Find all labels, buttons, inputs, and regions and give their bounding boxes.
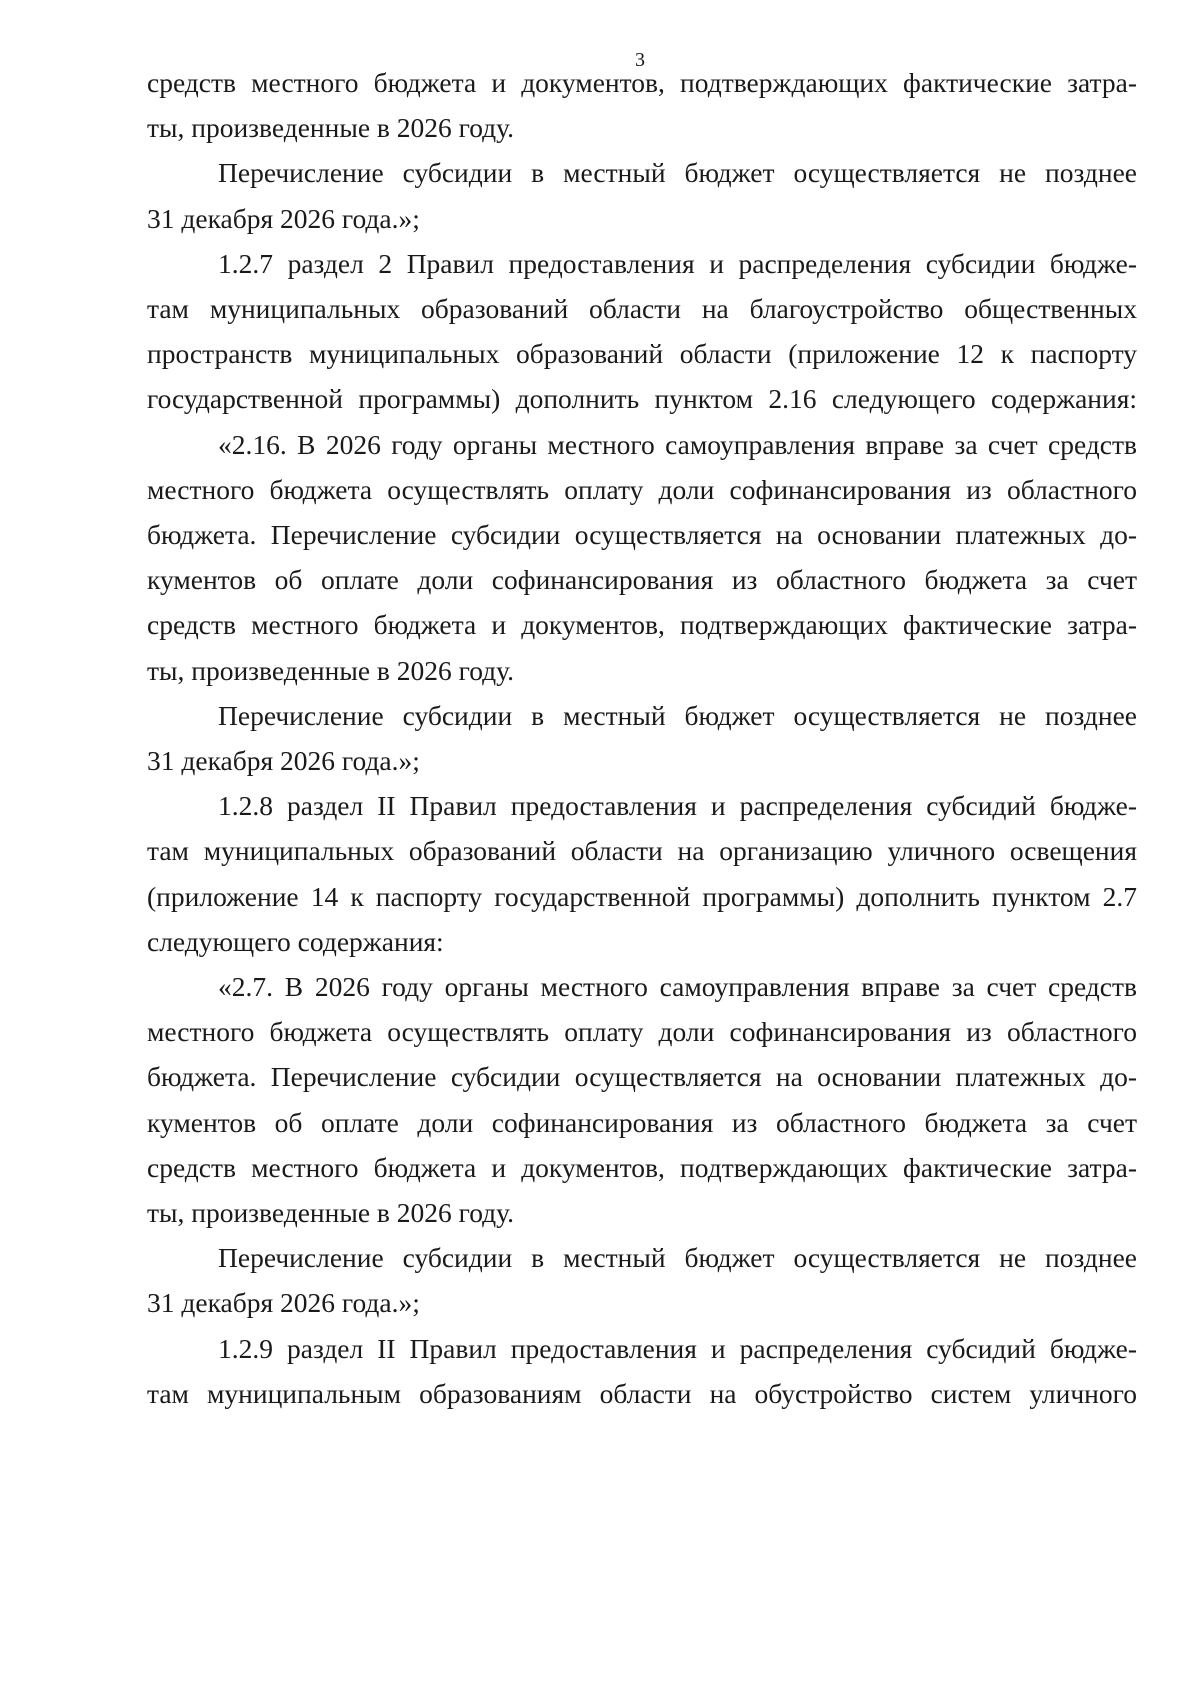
text-line: следующего содержания: (147, 925, 444, 957)
text-line: местного бюджета осуществлять оплату доли софинансирования из областного (147, 1016, 1137, 1048)
text-line: там муниципальным образованиям области на обустройство систем уличного (147, 1377, 1137, 1409)
text-line: Перечисление субсидии в местный бюджет осуществляется не позднее (218, 699, 1137, 731)
text-line: государственной программы) дополнить пунктом 2.16 следующего содержания: (147, 383, 1137, 415)
text-line: Перечисление субсидии в местный бюджет осуществляется не позднее (218, 157, 1137, 189)
text-line: средств местного бюджета и документов, подтверждающих фактические затра- (147, 67, 1137, 98)
text-line: 31 декабря 2026 года.»; (147, 1287, 420, 1319)
text-line: «2.7. В 2026 году органы местного самоуправления вправе за счет средств (218, 971, 1137, 1002)
text-line: там муниципальных образований области на благоустройство общественных (147, 293, 1137, 324)
text-line: местного бюджета осуществлять оплату доли софинансирования из областного (147, 473, 1137, 505)
text-line: средств местного бюджета и документов, подтверждающих фактические затра- (147, 1151, 1137, 1183)
text-line: бюджета. Перечисление субсидии осуществляется на основании платежных до- (147, 1061, 1137, 1093)
text-line: 1.2.7 раздел 2 Правил предоставления и распределения субсидии бюдже- (218, 247, 1137, 279)
text-line: «2.16. В 2026 году органы местного самоуправления вправе за счет средств (218, 428, 1137, 460)
text-line: кументов об оплате доли софинансирования из областного бюджета за счет (147, 564, 1137, 596)
text-line: средств местного бюджета и документов, подтверждающих фактические затра- (147, 609, 1137, 641)
text-line: ты, произведенные в 2026 году. (147, 654, 515, 686)
text-line: там муниципальных образований области на организацию уличного освещения (147, 835, 1137, 867)
text-line: ты, произведенные в 2026 году. (147, 112, 515, 144)
text-line: Перечисление субсидии в местный бюджет осуществляется не позднее (218, 1242, 1137, 1274)
text-line: бюджета. Перечисление субсидии осуществляется на основании платежных до- (147, 519, 1137, 550)
text-line: ты, произведенные в 2026 году. (147, 1197, 515, 1228)
page-number: 3 (635, 49, 645, 71)
text-line: кументов об оплате доли софинансирования из областного бюджета за счет (147, 1106, 1137, 1138)
text-line: 1.2.9 раздел II Правил предоставления и распределения субсидий бюдже- (218, 1332, 1137, 1364)
text-line: пространств муниципальных образований области (приложение 12 к паспорту (147, 338, 1137, 370)
text-line: 31 декабря 2026 года.»; (147, 745, 420, 776)
text-line: 31 декабря 2026 года.»; (147, 202, 420, 234)
text-line: (приложение 14 к паспорту государственной программы) дополнить пунктом 2.7 (147, 880, 1137, 912)
text-line: 1.2.8 раздел II Правил предоставления и распределения субсидий бюдже- (218, 790, 1137, 822)
